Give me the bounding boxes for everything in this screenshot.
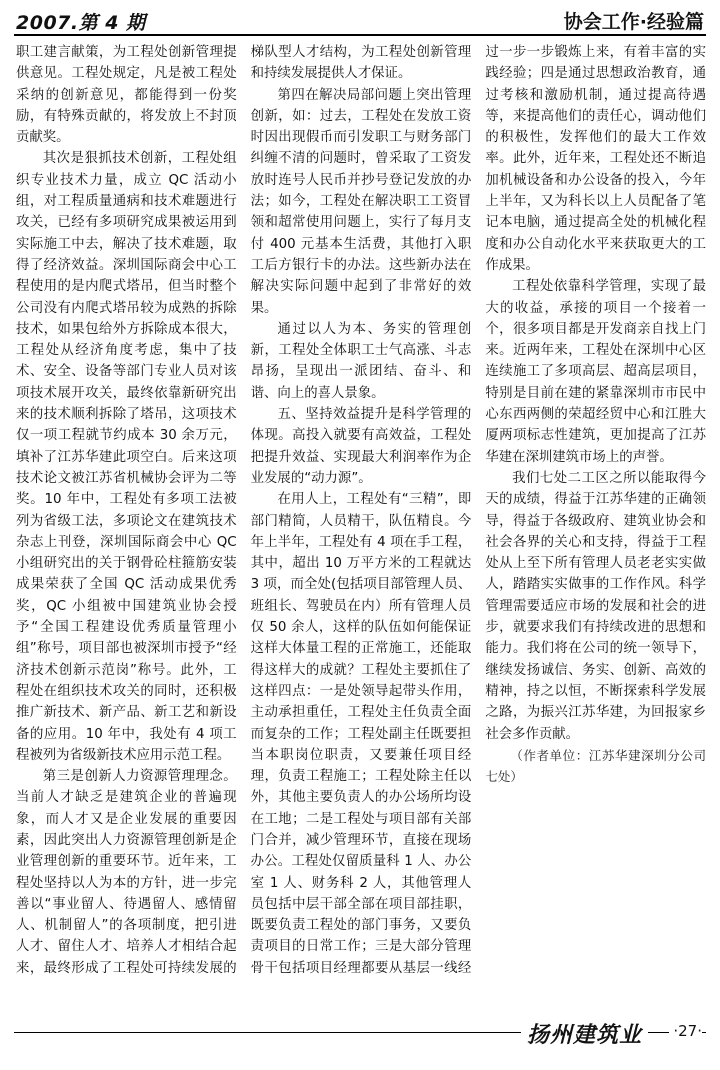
paragraph-5: 通过以人为本、务实的管理创新，工程处全体职工士气高涨、斗志昂扬，呈现出一派团结、奋斗、和谐、向上的喜人景象。 (250, 321, 472, 401)
paragraph-1: 职工建言献策，为工程处创新管理提供意见。工程处规定，凡是被工程处采纳的创新意见，都能得到一份奖励，有特殊贡献的，将发放上不封顶贡献奖。 (16, 45, 237, 146)
paragraph-6: 五、坚持效益提升是科学管理的体现。高投入就要有高效益，工程处把提升效益、实现最大利润率作为企业发展的“动力源”。 (250, 407, 472, 486)
issue-label: 2007.第 4 期 (16, 12, 146, 34)
section-title: 协会工作·经验篇 (563, 11, 704, 33)
article-body (16, 42, 706, 992)
paragraph-7: 在用人上，工程处有“三精”，即部门精简，人员精干，队伍精良。今年上半年，工程处有 4 项在手工程，其中，超出 10 万平方米的工程就达 3 项，而全处(包括项目部管理人员、班组长、驾驶员在内）所有管理人员仅 50 余人，这样的队伍如何能保证这样大体量工程的正常施工，还能取得这样大的成就？工程处主要抓住了这样四点：一是处领导起带头作用，主动承担重任，工程处主任负责全面而复杂的工作；工程处副主任既要担当本职岗位职责，又要兼任项目经理，负责工程施工；工程处除主任以外，其他主要负责人的办公场所均设在工地；二是工程处与项目部有关部门合并，减少管理环节，直接在现场办公。工程处仅留质量科 1 人、办公室 1 人、财务科 2 人，其他管理人员包括中层干部全部在项目部挂职，既要负责工程处的部门事务，又要负责项目的日常工作；三是大部分管理骨干包括项目经理都要从基层一线经过一步一步锻炼上来，有着丰富的实践经验；四是通过思想政治教育，通过考核和激励机制，通过提高待遇等，来提高他们的责任心，调动他们的积极性，发挥他们的最大工作效率。此外，近年来，工程处还不断追加机械设备和办公设备的投入，今年上半年，又为科长以上人员配备了笔记本电脑，通过提高全处的机械化程度和办公自动化水平来获取更大的工作成果。 (250, 45, 706, 976)
page-number: ·27· (669, 1022, 702, 1040)
paragraph-2: 其次是狠抓技术创新，工程处组织专业技术力量，成立 QC 活动小组，对工程质量通病和技术难题进行攻关，已经有多项研究成果被运用到实际施工中去，解决了技术难题，取得了经济效益。深圳国际商会中心工程使用的是内爬式塔吊，但当时整个公司没有内爬式塔吊较为成熟的拆除技术，如果包给外方拆除成本很大，工程处从经济角度考虑，集中了技术、安全、设备等部门专业人员对该项技术展开攻关，最终依靠新研究出来的技术顺利拆除了塔吊，这项技术仅一项工程就节约成本 30 余万元，填补了江苏华建此项空白。后来这项技术论文被江苏省机械协会评为二等奖。10 年中，工程处有多项工法被列为省级工法，多项论文在建筑技术杂志上刊登，深圳国际商会中心 QC 小组研究出的关于钢骨砼柱箍筋安装成果荣获了全国 QC 活动成果优秀奖，QC 小组被中国建筑业协会授予“全国工程建设优秀质量管理小组”称号，项目部也被深圳市授予“经济技术创新示范岗”称号。此外，工程处在组织技术攻关的同时，还积极推广新技术、新产品、新工艺和新设备的应用。10 年中，我处有 4 项工程被列为省级新技术应用示范工程。 (16, 151, 237, 763)
paragraph-8: 工程处依靠科学管理，实现了最大的收益，承接的项目一个接着一个，很多项目都是开发商亲自找上门来。近两年来，工程处在深圳中心区连续施工了多项高层、超高层项目，特别是目前在建的紧靠深圳市市民中心东西两侧的荣超经贸中心和江胜大厦两项标志性建筑，更加提高了江苏华建在深圳建筑市场上的声誉。 (485, 279, 706, 465)
paragraph-3: 第三是创新人力资源管理理念。当前人才缺乏是建筑企业的普遍现象，而人才又是企业发展的重要因素，因此突出人力资源管理创新是企业管理创新的重要环节。近年来，工程处坚持以人为本的方针，进一步完善以“事业留人、待遇留人、感情留人、机制留人”的各项制度，把引进人才、留住人才、培养人才相结合起来，最终形成了工程处可持续发展的梯队型人才结构，为工程处创新管理和持续发展提供人才保证。 (16, 45, 472, 976)
page-header (14, 4, 706, 36)
paragraph-4: 第四在解决局部问题上突出管理创新，如：过去，工程处在发放工资时因出现假币而引发职工与财务部门纠缠不清的问题时，曾采取了工资发放时连号人民币并抄号登记发放的办法；如今，工程处在解决职工工资冒领和超常使用问题上，实行了每月支付 400 元基本生活费，其他打入职工后方银行卡的办法。这些新办法在解决实际问题中起到了非常好的效果。 (250, 87, 472, 316)
page-footer (14, 1018, 706, 1058)
paragraph-9: 我们七处二工区之所以能取得今天的成绩，得益于江苏华建的正确领导，得益于各级政府、建筑业协会和社会各界的关心和支持，得益于工程处从上至下所有管理人员老老实实做人，踏踏实实做事的工作作风。科学管理需要适应市场的发展和社会的进步，就要求我们有持续改进的思想和能力。我们将在公司的统一领导下，继续发扬诚信、务实、创新、高效的精神，持之以恒，不断探索科学发展之路，为振兴江苏华建，为回报家乡社会多作贡献。 (485, 470, 706, 742)
author-note: （作者单位：江苏华建深圳分公司七处） (485, 747, 706, 784)
article-columns (16, 42, 706, 992)
magazine-name: 扬州建筑业 (521, 1018, 648, 1049)
